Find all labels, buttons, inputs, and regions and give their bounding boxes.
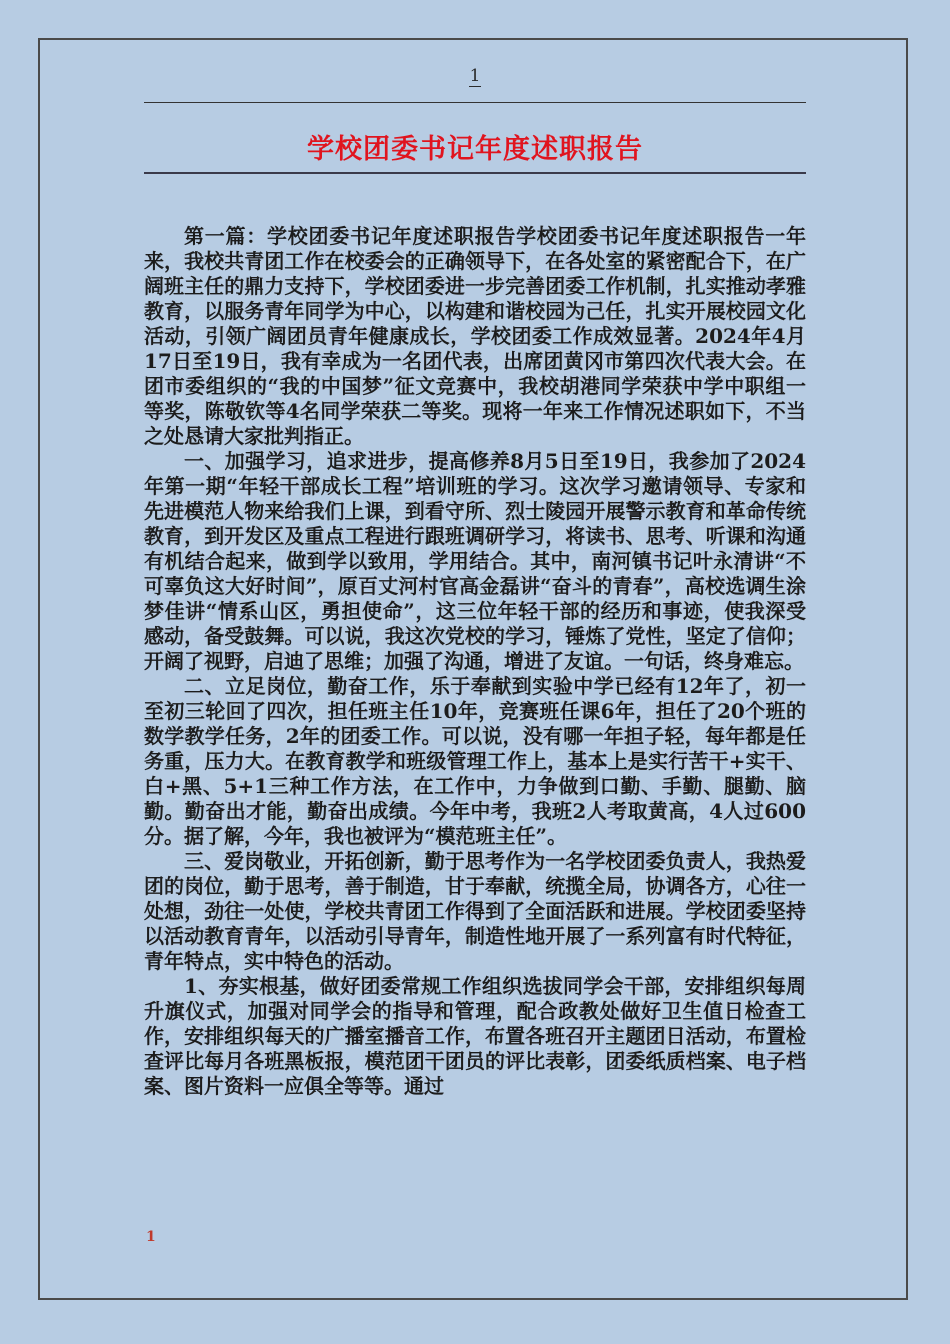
title-divider	[144, 172, 806, 174]
paragraph: 1、夯实根基，做好团委常规工作组织选拔同学会干部，安排组织每周升旗仪式，加强对同学会的指导和管理，配合政教处做好卫生值日检查工作，安排组织每天的广播室播音工作，布置各班召开主题团日活动，布置检查评比每月各班黑板报，模范团干团员的评比表彰，团委纸质档案、电子档案、图片资料一应俱全等等。通过	[144, 974, 806, 1098]
document-body	[144, 224, 806, 1264]
document-title: 学校团委书记年度述职报告	[307, 134, 643, 165]
header-page-number: 1	[469, 66, 481, 86]
paragraph: 二、立足岗位，勤奋工作，乐于奉献到实验中学已经有12年了，初一至初三轮回了四次，担任班主任10年，竞赛班任课6年，担任了20个班的数学教学任务，2年的团委工作。可以说，没有哪一年担子轻，每年都是任务重，压力大。在教育教学和班级管理工作上，基本上是实行苦干+实干、白+黑、5+1三种工作方法，在工作中，力争做到口勤、手勤、腿勤、脑勤。勤奋出才能，勤奋出成绩。今年中考，我班2人考取黄高，4人过600分。据了解，今年，我也被评为“模范班主任”。	[144, 674, 806, 848]
paragraph: 三、爱岗敬业，开拓创新，勤于思考作为一名学校团委负责人，我热爱团的岗位，勤于思考，善于制造，甘于奉献，统揽全局，协调各方，心往一处想，劲往一处使，学校共青团工作得到了全面活跃和进展。学校团委坚持以活动教育青年，以活动引导青年，制造性地开展了一系列富有时代特征，青年特点，实中特色的活动。	[144, 849, 806, 973]
header-divider	[144, 102, 806, 103]
footer-page-number: 1	[146, 1229, 156, 1245]
paragraph: 第一篇：学校团委书记年度述职报告学校团委书记年度述职报告一年来，我校共青团工作在校委会的正确领导下，在各处室的紧密配合下，在广阔班主任的鼎力支持下，学校团委进一步完善团委工作机制，扎实推动孝雅教育，以服务青年同学为中心，以构建和谐校园为己任，扎实开展校园文化活动，引领广阔团员青年健康成长，学校团委工作成效显著。2024年4月17日至19日，我有幸成为一名团代表，出席团黄冈市第四次代表大会。在团市委组织的“我的中国梦”征文竞赛中，我校胡港同学荣获中学中职组一等奖，陈敬钦等4名同学荣获二等奖。现将一年来工作情况述职如下，不当之处恳请大家批判指正。	[144, 224, 806, 448]
paragraph: 一、加强学习，追求进步，提高修养8月5日至19日，我参加了2024年第一期“年轻干部成长工程”培训班的学习。这次学习邀请领导、专家和先进模范人物来给我们上课，到看守所、烈士陵园开展警示教育和革命传统教育，到开发区及重点工程进行跟班调研学习，将读书、思考、听课和沟通有机结合起来，做到学以致用，学用结合。其中，南河镇书记叶永清讲“不可辜负这大好时间”，原百丈河村官高金磊讲“奋斗的青春”，高校选调生涂梦佳讲“情系山区，勇担使命”，这三位年轻干部的经历和事迹，使我深受感动，备受鼓舞。可以说，我这次党校的学习，锤炼了党性，坚定了信仰；开阔了视野，启迪了思维；加强了沟通，增进了友谊。一句话，终身难忘。	[144, 449, 806, 673]
